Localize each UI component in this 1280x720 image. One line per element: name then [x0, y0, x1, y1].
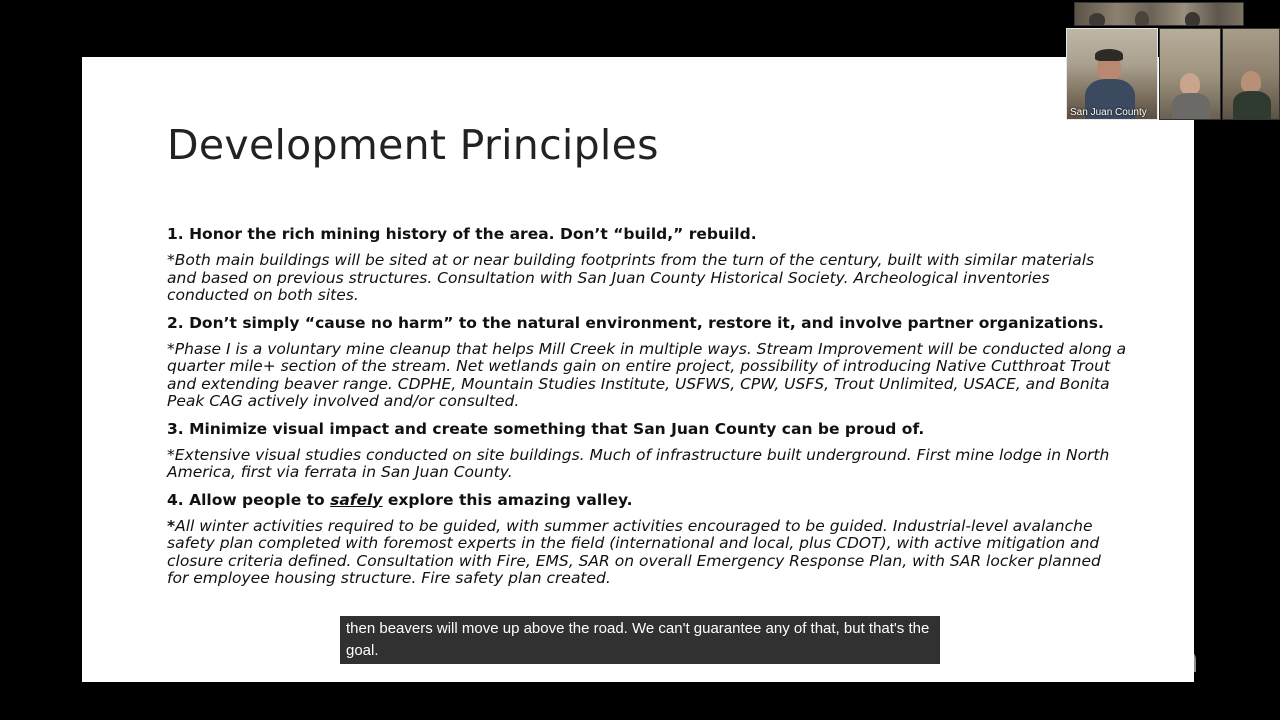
participant-head	[1241, 71, 1261, 93]
principle-heading: 2. Don’t simply “cause no harm” to the natural environment, restore it, and involve partner organizations.	[167, 313, 1104, 332]
participant-cap	[1095, 49, 1123, 61]
principle-heading-post: explore this amazing valley.	[382, 490, 633, 509]
participant-head	[1180, 73, 1200, 95]
live-caption: then beavers will move up above the road. We can't guarantee any of that, but that's the goal.	[340, 616, 940, 664]
participant-body	[1233, 91, 1271, 120]
slide-title: Development Principles	[167, 121, 659, 169]
principle-body: *Both main buildings will be sited at or near building footprints from the turn of the century, built with similar materials and based on previous structures. Consultation with San Juan County Historical Society. Archeological inventories conducted on both sites.	[167, 251, 1095, 304]
principles-list	[167, 224, 1127, 596]
principle-item	[167, 419, 1127, 482]
participant-figure	[1135, 11, 1149, 26]
participant-name-label: San Juan County	[1070, 107, 1147, 118]
principle-body: *Extensive visual studies conducted on site buildings. Much of infrastructure built underground. First mine lodge in North America, first via ferrata in San Juan County.	[167, 445, 1110, 481]
video-tile-room[interactable]	[1074, 2, 1244, 26]
principle-body-text: All winter activities required to be guided, with summer activities encouraged to be guided. Industrial-level avalanche safety plan completed with foremost experts in the field (international and local, plus CDOT), with active mitigation and closure criteria defined. Consultation with Fire, EMS, SAR on overall Emergency Response Plan, with SAR locker planned for employee housing structure. Fire safety plan created.	[167, 516, 1101, 587]
video-tile-participant[interactable]	[1222, 28, 1280, 120]
presentation-slide	[82, 57, 1194, 682]
zoom-watermark-logo: zoom	[1104, 640, 1199, 681]
principle-body	[167, 518, 1127, 588]
participant-figure	[1089, 13, 1105, 26]
principle-item	[167, 490, 1127, 588]
participant-body	[1172, 93, 1210, 120]
principle-heading: 3. Minimize visual impact and create something that San Juan County can be proud of.	[167, 419, 925, 438]
principle-heading-emphasis: safely	[330, 490, 383, 509]
principle-item	[167, 313, 1127, 411]
video-tile-participant[interactable]	[1159, 28, 1221, 120]
principle-body: *Phase I is a voluntary mine cleanup that helps Mill Creek in multiple ways. Stream Improvement will be conducted along a quarter mile+ section of the stream. Net wetlands gain on entire project, possibility of introducing Native Cutthroat Trout and extending beaver range. CDPHE, Mountain Studies Institute, USFWS, CPW, USFS, Trout Unlimited, USACE, and Bonita Peak CAG actively involved and/or consulted.	[167, 339, 1127, 410]
principle-heading: 1. Honor the rich mining history of the area. Don’t “build,” rebuild.	[167, 225, 757, 243]
principle-item	[167, 224, 1127, 305]
principle-heading	[167, 490, 1127, 510]
principle-body-marker: *	[167, 516, 176, 535]
principle-heading-pre: 4. Allow people to	[167, 490, 331, 509]
participant-figure	[1185, 12, 1200, 26]
video-tile-active-speaker[interactable]	[1066, 28, 1158, 120]
